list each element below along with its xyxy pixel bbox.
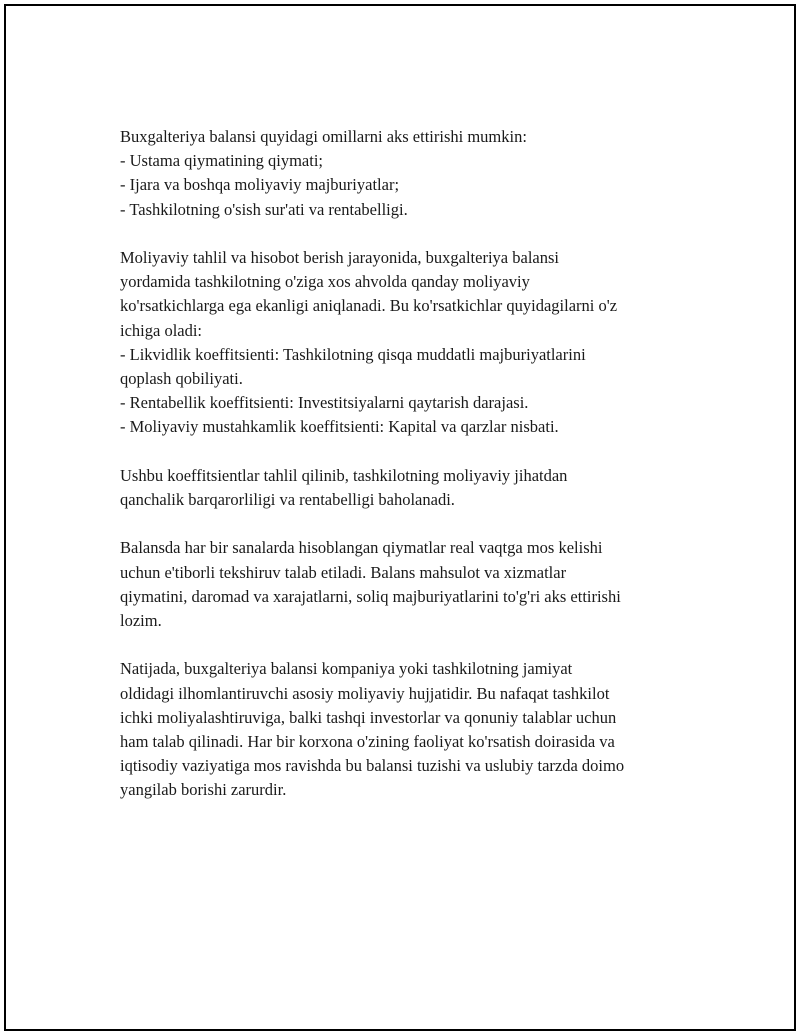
text-line: ichki moliyalashtiruviga, balki tashqi investorlar va qonuniy talablar uchun [120,707,617,727]
document-body [120,125,710,827]
text-line: qoplash qobiliyati. [120,369,243,389]
paragraph-analysis [120,246,710,440]
text-line: qanchalik barqarorliligi va rentabelligi baholanadi. [120,490,455,510]
paragraph-intro-list [120,125,710,222]
list-item: - Tashkilotning o'sish sur'ati va rentabelligi. [120,199,408,219]
text-line: ko'rsatkichlarga ega ekanligi aniqlanadi. Bu ko'rsatkichlar quyidagilarni o'z [120,296,618,316]
text-line: yordamida tashkilotning o'ziga xos ahvolda qanday moliyaviy [120,272,530,292]
list-item: - Ustama qiymatining qiymati; [120,151,324,171]
paragraph-coefficients [120,464,710,512]
text-line: ichiga oladi: [120,320,203,340]
text-line: iqtisodiy vaziyatiga mos ravishda bu balansi tuzishi va uslubiy tarzda doimo [120,756,625,776]
text-line: Balansda har bir sanalarda hisoblangan qiymatlar real vaqtga mos kelishi [120,538,603,558]
text-line: ham talab qilinadi. Har bir korxona o'zining faoliyat ko'rsatish doirasida va [120,732,615,752]
list-item: - Moliyaviy mustahkamlik koeffitsienti: Kapital va qarzlar nisbati. [120,417,559,437]
text-line: oldidagi ilhomlantiruvchi asosiy moliyaviy hujjatidir. Bu nafaqat tashkilot [120,683,610,703]
list-item: - Likvidlik koeffitsienti: Tashkilotning qisqa muddatli majburiyatlarini [120,344,586,364]
text-line: uchun e'tiborli tekshiruv talab etiladi. Balans mahsulot va xizmatlar [120,562,567,582]
text-line: Natijada, buxgalteriya balansi kompaniya yoki tashkilotning jamiyat [120,659,573,679]
text-line: qiymatini, daromad va xarajatlarni, soliq majburiyatlarini to'g'ri aks ettirishi [120,586,621,606]
list-item: - Ijara va boshqa moliyaviy majburiyatlar; [120,175,400,195]
paragraph-verification [120,536,710,633]
text-line: yangilab borishi zarurdir. [120,780,287,800]
list-item: - Rentabellik koeffitsienti: Investitsiyalarni qaytarish darajasi. [120,393,529,413]
paragraph-conclusion [120,657,710,802]
text-line: Moliyaviy tahlil va hisobot berish jarayonida, buxgalteriya balansi [120,248,559,267]
page-frame [4,4,796,1031]
text-line: Buxgalteriya balansi quyidagi omillarni aks ettirishi mumkin: [120,127,527,146]
text-line: Ushbu koeffitsientlar tahlil qilinib, tashkilotning moliyaviy jihatdan [120,465,568,485]
text-line: lozim. [120,611,162,631]
